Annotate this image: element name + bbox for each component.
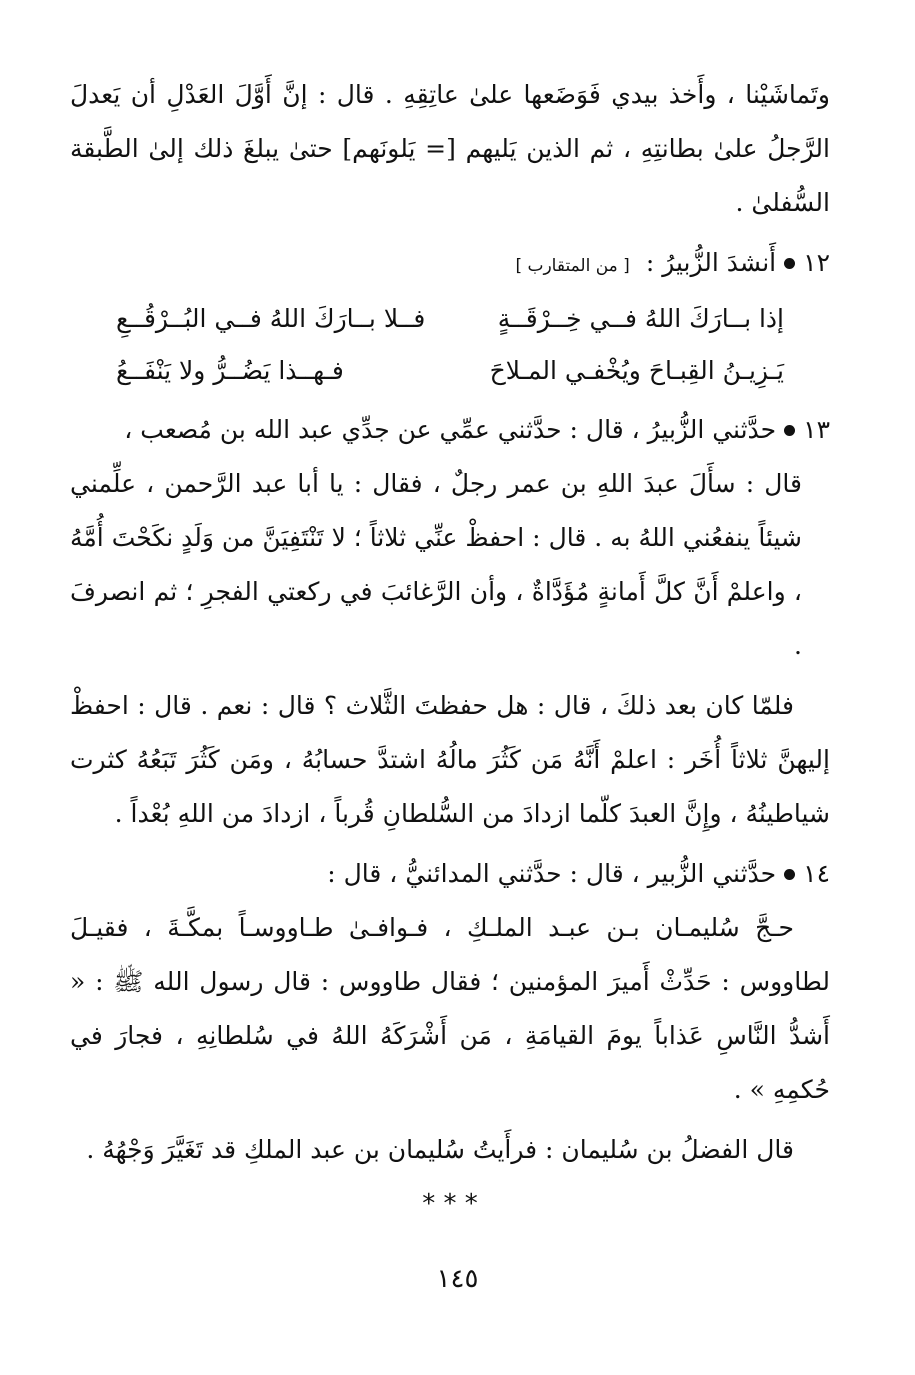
meter-label: [ من المتقارب ] [515,256,630,276]
bullet-icon [784,425,795,436]
item-13-body: قال : سأَلَ عبدَ اللهِ بن عمر رجلٌ ، فقال : يا أبا عبد الرَّحمن ، علِّمني شيئاً ينفعُني اللهُ به . قال : احفظْ عنِّي ثلاثاً ؛ لا تَنْتَفِيَنَّ من وَلَدٍ نكَحْتَ أُمَّهُ ، واعلمْ أَنَّ كلَّ أَمانةٍ مُؤَدَّاةٌ ، وأن الرَّغائبَ في ركعتي الفجرِ ؛ ثم انصرفَ . [70,469,802,660]
verse-line [70,345,830,397]
item-number: ١٣ [803,415,830,444]
item-number: ١٤ [803,859,830,888]
item-heading: أَنشدَ الزُّبيرُ : [645,248,777,277]
bullet-icon [784,258,795,269]
item-number: ١٢ [803,248,830,277]
paragraph-intro: وتَماشَيْنا ، وأَخذ بيدي فَوَضَعها علىٰ عاتِقِهِ . قال : إنَّ أَوَّلَ العَدْلِ أن يَعدلَ الرَّجلُ علىٰ بطانتِهِ ، ثم الذين يَليهم [= يَلونَهم] حتىٰ يبلغَ ذلك إلىٰ الطَّبقة السُّفلىٰ . [70,80,830,217]
item-14-header [70,847,830,901]
verse-second-hemistich: فــلا بــارَكَ اللهُ فــي البُــرْقُــعِ [116,304,426,333]
item-13-body-continued: فلمّا كان بعد ذلكَ ، قال : هل حفظتَ الثَّلاث ؟ قال : نعم . قال : احفظْ إليهنَّ ثلاثاً أُخَر : اعلمْ أَنَّهُ مَن كَثُرَ مالُهُ اشتدَّ حسابُهُ ، ومَن كَثُرَ تَبَعُهُ كثرت شياطينُهُ ، وإِنَّ العبدَ كلّما ازدادَ من السُّلطانِ قُرباً ، ازدادَ من اللهِ بُعْداً . [70,691,830,828]
item-13-header [70,403,830,457]
verse-line [70,293,830,345]
item-12-header [70,236,830,293]
verse-first-hemistich: يَـزِيـنُ القِبـاحَ ويُخْفـي المـلاحَ [489,356,784,385]
item-13 [70,403,830,841]
page-number: ١٤٥ [436,1264,479,1294]
bullet-icon [784,869,795,880]
verse-first-hemistich: إذا بــارَكَ اللهُ فــي خِــرْقَــةٍ [497,304,784,333]
item-14 [70,847,830,1177]
item-14-body-continued: قال الفضلُ بن سُليمان : فرأَيتُ سُليمان بن عبد الملكِ قد تَغَيَّرَ وَجْهُهُ . [86,1135,794,1164]
item-14-body: حـجَّ سُليمـان بـن عبـد الملـكِ ، فـوافـىٰ طـاووسـاً بمكَّـةَ ، فقيـلَ لطاووس : حَدِّثْ أَميرَ المؤمنين ؛ فقال طاووس : قال رسول الله ﷺ : « أَشدُّ النَّاسِ عَذاباً يومَ القيامَةِ ، مَن أَشْرَكَهُ اللهُ في سُلطانِهِ ، فجارَ في حُكمِهِ » . [70,913,830,1104]
item-heading: حدَّثني الزُّبيرُ ، قال : حدَّثني عمِّي عن جدِّي عبد الله بن مُصعب ، [124,415,777,444]
page-content [70,68,830,1219]
item-12 [70,236,830,397]
verse-second-hemistich: فـهــذا يَضُــرُّ ولا يَنْفَــعُ [116,356,344,385]
item-heading: حدَّثني الزُّبير ، قال : حدَّثني المدائنيُّ ، قال : [327,859,777,888]
section-separator: * * * [422,1189,478,1219]
